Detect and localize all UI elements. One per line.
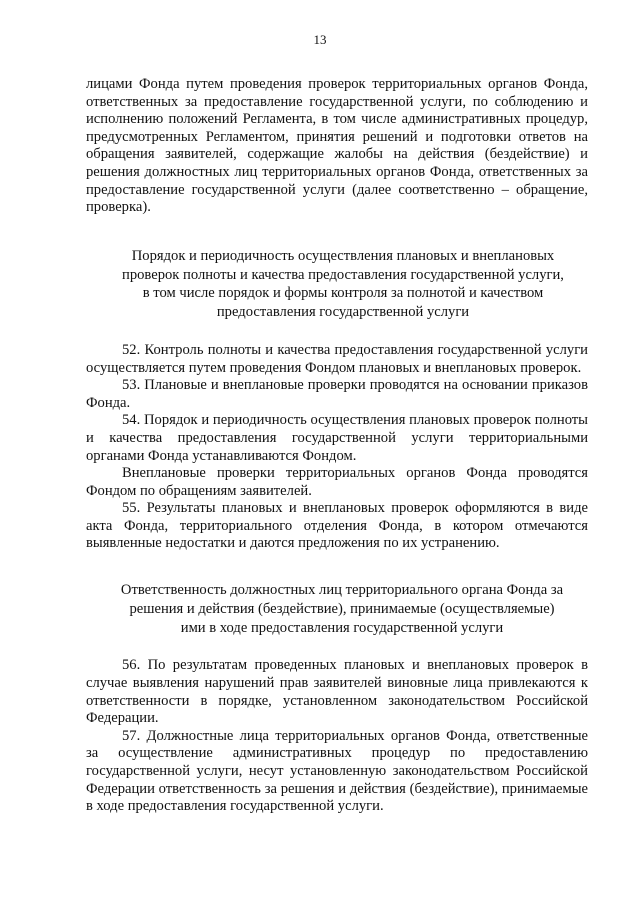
- section-heading-responsibility: Ответственность должностных лиц территориального органа Фонда за решения и действия (бездействие), принимаемые (осуществляемые) ими в ходе предоставления государственной услуги: [120, 582, 564, 636]
- page-number: 13: [313, 32, 327, 47]
- paragraph-55: 55. Результаты плановых и внеплановых проверок оформляются в виде акта Фонда, территориального отделения Фонда, в котором отмечаются выявленные недостатки и даются предложения по их устранению.: [86, 500, 588, 552]
- page-content: [86, 76, 588, 816]
- paragraph-54: 54. Порядок и периодичность осуществления плановых проверок полноты и качества предоставления государственной услуги территориальными органами Фонда устанавливаются Фондом.: [86, 412, 588, 464]
- paragraph-57: 57. Должностные лица территориальных органов Фонда, ответственные за осуществление административных процедур по предоставлению государственной услуги, несут установленную законодательством Российской Федерации ответственность за решения и действия (бездействие), принимаемые в ходе предоставления государственной услуги.: [86, 727, 588, 815]
- section-heading-control-procedure: Порядок и периодичность осуществления плановых и внеплановых проверок полноты и качества предоставления государственной услуги, в том числе порядок и формы контроля за полнотой и качеством предоставления государственной услуги: [122, 247, 564, 321]
- paragraph-53: 53. Плановые и внеплановые проверки проводятся на основании приказов Фонда.: [86, 377, 588, 411]
- continuation-paragraph: лицами Фонда путем проведения проверок территориальных органов Фонда, ответственных за предоставление государственной услуги, по соблюдению и исполнению положений Регламента, в том числе административных процедур, предусмотренных Регламентом, принятия решений и подготовки ответов на обращения заявителей, содержащие жалобы на действия (бездействие) и решения должностных лиц территориальных органов Фонда, ответственных за предоставление государственной услуги (далее соответственно – обращение, проверка).: [86, 76, 588, 216]
- paragraph-56: 56. По результатам проведенных плановых и внеплановых проверок в случае выявления нарушений прав заявителей виновные лица привлекаются к ответственности в порядке, установленном законодательством Российской Федерации.: [86, 657, 588, 727]
- paragraph-unscheduled-inspections: Внеплановые проверки территориальных органов Фонда проводятся Фондом по обращениям заявителей.: [86, 465, 588, 499]
- paragraph-52: 52. Контроль полноты и качества предоставления государственной услуги осуществляется путем проведения Фондом плановых и внеплановых проверок.: [86, 341, 588, 376]
